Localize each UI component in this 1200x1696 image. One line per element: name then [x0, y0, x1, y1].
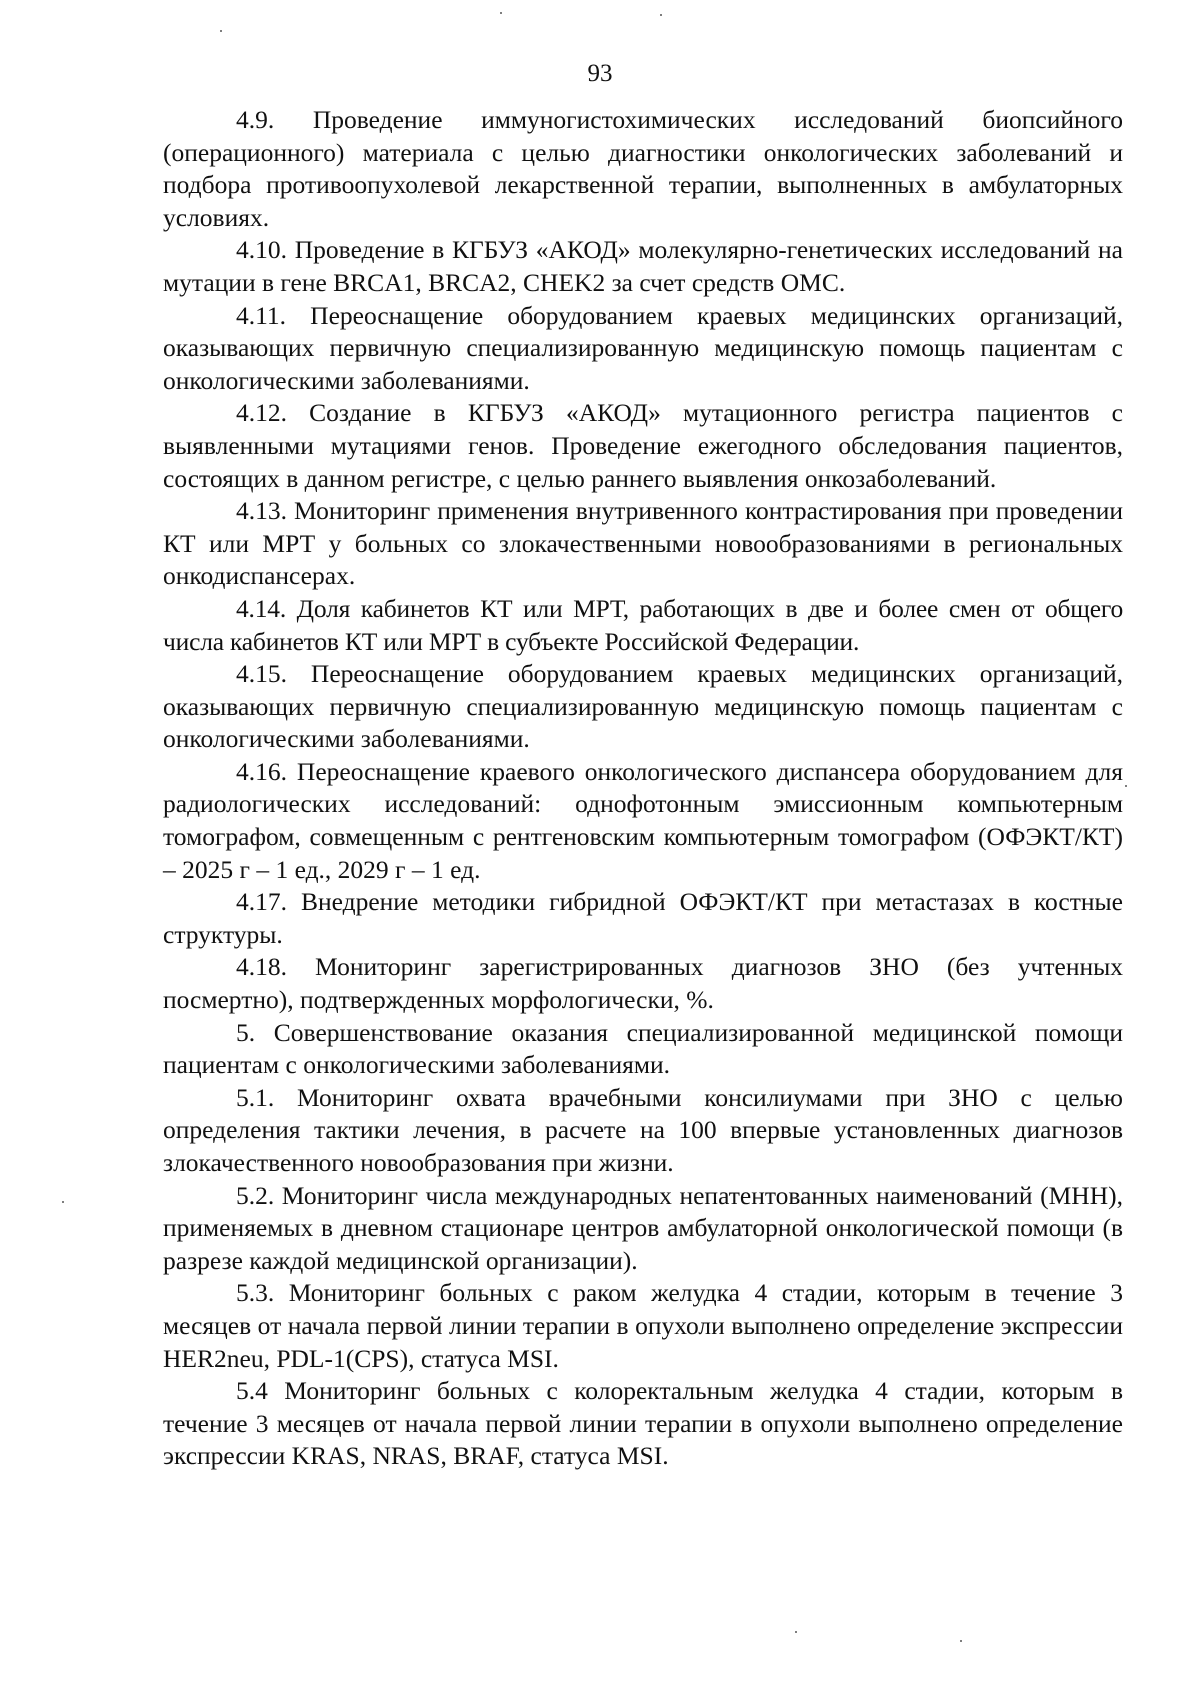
paragraph-5-3: 5.3. Мониторинг больных с раком желудка 4 стадии, которым в течение 3 месяцев от начала первой линии терапии в опухоли выполнено определение экспрессии HER2neu, PDL-1(CPS), статуса MSI.	[163, 1278, 1123, 1373]
scan-speck	[1125, 785, 1127, 787]
page-number: 93	[587, 60, 613, 87]
paragraph-4-17: 4.17. Внедрение методики гибридной ОФЭКТ/КТ при метастазах в костные структуры.	[163, 887, 1123, 949]
scan-speck	[960, 1640, 962, 1642]
paragraph-4-14: 4.14. Доля кабинетов КТ или МРТ, работающих в две и более смен от общего числа кабинетов КТ или МРТ в субъекте Российской Федерации.	[163, 593, 1123, 656]
paragraph-5-4: 5.4 Мониторинг больных с колоректальным желудка 4 стадии, которым в течение 3 месяцев от начала первой линии терапии в опухоли выполнено определение экспрессии KRAS, NRAS, BRAF, статуса MSI.	[163, 1376, 1123, 1471]
paragraph-4-13: 4.13. Мониторинг применения внутривенного контрастирования при проведении КТ или МРТ у больных со злокачественными новообразованиями в региональных онкодиспансерах.	[163, 496, 1123, 591]
scan-speck	[660, 14, 662, 16]
paragraph-5: 5. Совершенствование оказания специализированной медицинской помощи пациентам с онкологическими заболеваниями.	[163, 1017, 1123, 1080]
paragraph-4-18: 4.18. Мониторинг зарегистрированных диагнозов ЗНО (без учтенных посмертно), подтвержденных морфологически, %.	[163, 952, 1123, 1015]
scan-speck	[220, 30, 222, 32]
paragraph-4-12: 4.12. Создание в КГБУЗ «АКОД» мутационного регистра пациентов с выявленными мутациями генов. Проведение ежегодного обследования пациентов, состоящих в данном регистре, с целью раннего выявления онкозаболеваний.	[163, 398, 1123, 493]
scan-speck	[795, 1631, 797, 1633]
document-body	[163, 104, 1123, 1473]
paragraph-4-16: 4.16. Переоснащение краевого онкологического диспансера оборудованием для радиологических исследований: однофотонным эмиссионным компьютерным томографом, совмещенным с рентгеновским компьютерным томографом (ОФЭКТ/КТ) – 2025 г – 1 ед., 2029 г – 1 ед.	[163, 756, 1123, 884]
paragraph-5-1: 5.1. Мониторинг охвата врачебными консилиумами при ЗНО с целью определения тактики лечения, в расчете на 100 впервые установленных диагнозов злокачественного новообразования при жизни.	[163, 1082, 1123, 1177]
paragraph-4-9: 4.9. Проведение иммуногистохимических исследований биопсийного (операционного) материала с целью диагностики онкологических заболеваний и подбора противоопухолевой лекарственной терапии, выполненных в амбулаторных условиях.	[163, 105, 1123, 232]
paragraph-4-11: 4.11. Переоснащение оборудованием краевых медицинских организаций, оказывающих первичную специализированную медицинскую помощь пациентам с онкологическими заболеваниями.	[163, 300, 1123, 395]
scan-speck	[500, 12, 502, 14]
scan-speck	[62, 1201, 64, 1203]
paragraph-4-15: 4.15. Переоснащение оборудованием краевых медицинских организаций, оказывающих первичную специализированную медицинскую помощь пациентам с онкологическими заболеваниями.	[163, 659, 1123, 754]
paragraph-4-10: 4.10. Проведение в КГБУЗ «АКОД» молекулярно-генетических исследований на мутации в гене BRCA1, BRCA2, CHEK2 за счет средств ОМС.	[163, 235, 1123, 297]
paragraph-5-2: 5.2. Мониторинг числа международных непатентованных наименований (МНН), применяемых в дневном стационаре центров амбулаторной онкологической помощи (в разрезе каждой медицинской организации).	[163, 1180, 1123, 1275]
